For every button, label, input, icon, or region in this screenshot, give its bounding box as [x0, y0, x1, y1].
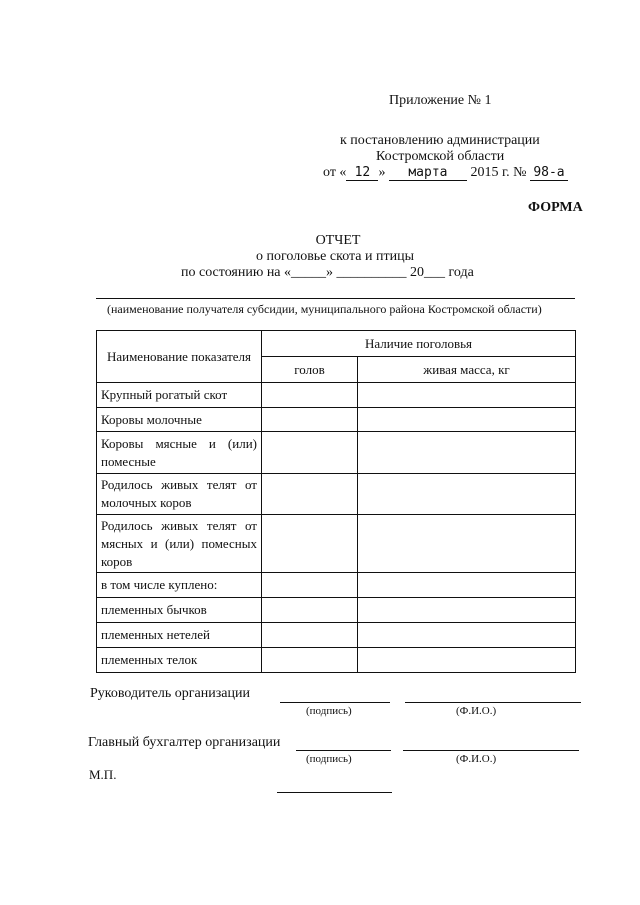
- head-name-caption: (Ф.И.О.): [456, 705, 497, 717]
- heads-cell: [262, 515, 358, 573]
- head-name-line: [405, 702, 581, 703]
- head-signature-label: Руководитель организации: [90, 686, 250, 701]
- weight-cell: [358, 573, 576, 598]
- heads-cell: [262, 408, 358, 432]
- header-indicator: Наименование показателя: [97, 331, 262, 383]
- heads-cell: [262, 432, 358, 474]
- accountant-name-caption: (Ф.И.О.): [456, 753, 497, 765]
- accountant-name-line: [403, 750, 579, 751]
- table-row: [97, 408, 576, 432]
- row-label: Родилось живых телят от мясных и (или) помесных коров: [97, 515, 262, 573]
- head-signature-line: [280, 702, 390, 703]
- date-prefix: от «: [323, 165, 347, 180]
- head-signature-caption: (подпись): [306, 705, 352, 717]
- weight-cell: [358, 408, 576, 432]
- resolution-line: к постановлению администрации: [340, 133, 540, 148]
- accountant-signature-label: Главный бухгалтер организации: [88, 735, 281, 750]
- accountant-signature-line: [296, 750, 391, 751]
- weight-cell: [358, 648, 576, 673]
- date-month: марта: [389, 165, 467, 181]
- form-label: ФОРМА: [528, 200, 583, 215]
- weight-cell: [358, 623, 576, 648]
- table-row: [97, 648, 576, 673]
- stamp-label: М.П.: [89, 767, 117, 782]
- resolution-number: 98-а: [530, 165, 568, 181]
- weight-cell: [358, 383, 576, 408]
- heads-cell: [262, 598, 358, 623]
- table-row: [97, 432, 576, 474]
- date-line: [277, 792, 392, 793]
- appendix-label: Приложение № 1: [389, 93, 492, 108]
- header-live-weight: живая масса, кг: [358, 357, 576, 383]
- heads-cell: [262, 573, 358, 598]
- weight-cell: [358, 474, 576, 515]
- region-line: Костромской области: [376, 149, 505, 164]
- header-livestock-group: Наличие поголовья: [262, 331, 576, 357]
- weight-cell: [358, 432, 576, 474]
- table-row: [97, 573, 576, 598]
- row-label: племенных нетелей: [97, 623, 262, 648]
- date-year: 2015 г. №: [470, 165, 527, 180]
- table-row: [97, 474, 576, 515]
- row-label: Крупный рогатый скот: [97, 383, 262, 408]
- weight-cell: [358, 515, 576, 573]
- table-row: [97, 515, 576, 573]
- recipient-name-line: [96, 298, 575, 299]
- row-label: Коровы мясные и (или) помесные: [97, 432, 262, 474]
- date-day: 12: [346, 165, 378, 181]
- heads-cell: [262, 623, 358, 648]
- livestock-table: [96, 330, 576, 673]
- row-label: Коровы молочные: [97, 408, 262, 432]
- row-label: в том числе куплено:: [97, 573, 262, 598]
- heads-cell: [262, 383, 358, 408]
- resolution-date: [323, 165, 568, 181]
- table-row: [97, 623, 576, 648]
- report-subtitle: о поголовье скота и птицы: [256, 249, 415, 264]
- heads-cell: [262, 648, 358, 673]
- weight-cell: [358, 598, 576, 623]
- accountant-signature-caption: (подпись): [306, 753, 352, 765]
- header-heads: голов: [262, 357, 358, 383]
- recipient-caption: (наименование получателя субсидии, муниципального района Костромской области): [107, 302, 542, 316]
- table-row: [97, 383, 576, 408]
- heads-cell: [262, 474, 358, 515]
- row-label: племенных бычков: [97, 598, 262, 623]
- table-row: [97, 598, 576, 623]
- report-title: ОТЧЕТ: [315, 233, 361, 248]
- table-header-row: [97, 331, 576, 357]
- row-label: племенных телок: [97, 648, 262, 673]
- report-as-of-date: по состоянию на «_____» __________ 20___ года: [181, 265, 474, 280]
- row-label: Родилось живых телят от молочных коров: [97, 474, 262, 515]
- date-mid: »: [378, 165, 386, 180]
